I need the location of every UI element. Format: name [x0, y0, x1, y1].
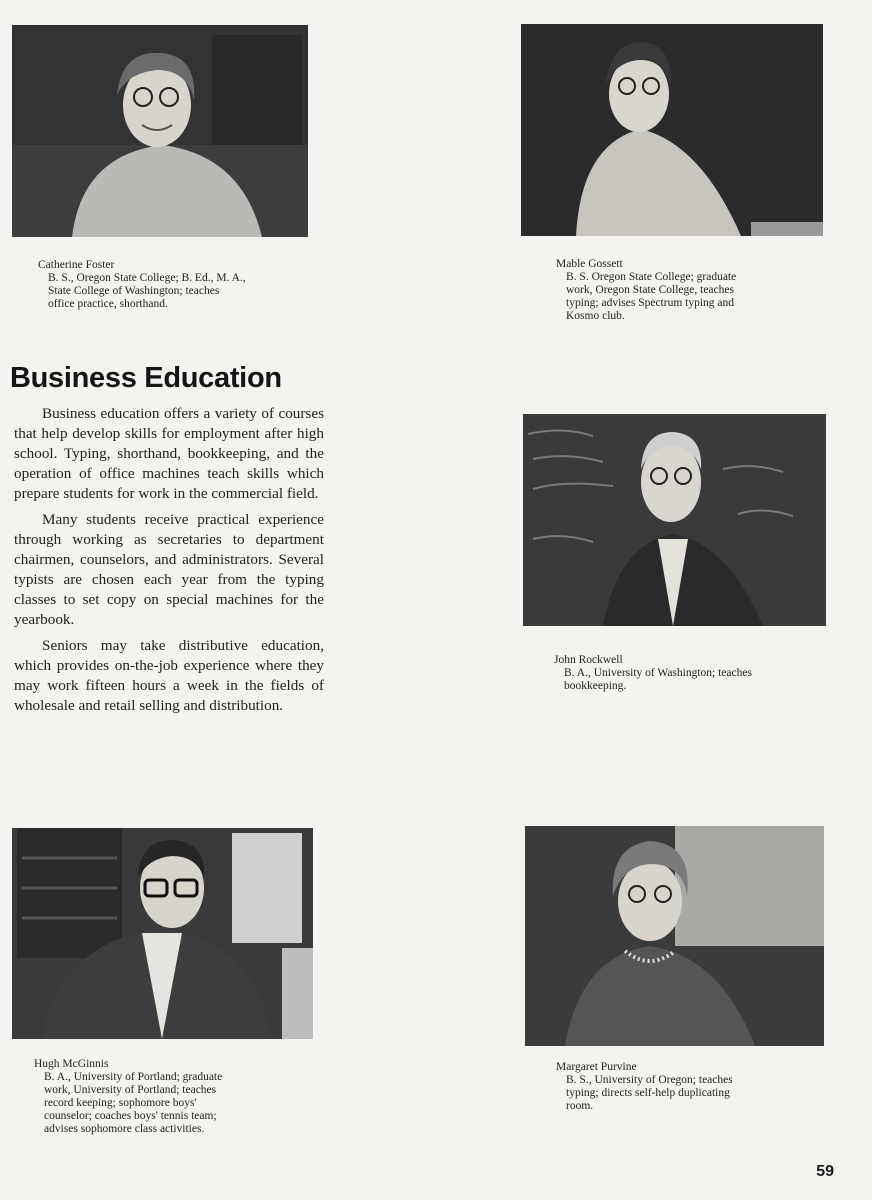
faculty-credentials: B. S., University of Oregon; teaches typing; directs self-help duplicating room. [566, 1074, 733, 1112]
portrait-image [521, 24, 823, 236]
caption-hugh-mcginnis [34, 1058, 244, 1136]
faculty-name: John Rockwell [554, 654, 623, 666]
faculty-credentials: B. S. Oregon State College; graduate work, Oregon State College, teaches typing; advises Spectrum typing and Kosmo club. [566, 271, 737, 322]
photo-john-rockwell [523, 414, 826, 626]
body-paragraph: Business education offers a variety of courses that help develop skills for employment after high school. Typing, shorthand, bookkeeping, and the operation of office machines teach skills which prepare students for work in the commercial field. [14, 405, 324, 502]
caption-margaret-purvine [556, 1061, 756, 1113]
portrait-image [12, 828, 313, 1039]
caption-john-rockwell [554, 654, 774, 693]
photo-mable-gossett [521, 24, 823, 236]
faculty-name: Mable Gossett [556, 258, 623, 270]
caption-catherine-foster [38, 259, 248, 311]
faculty-credentials: B. S., Oregon State College; B. Ed., M. A., State College of Washington; teaches office practice, shorthand. [48, 272, 246, 310]
portrait-image [12, 25, 308, 237]
faculty-credentials: B. A., University of Portland; graduate work, University of Portland; teaches record keeping; sophomore boys' counselor; coaches boys' tennis team; advises sophomore class activities. [44, 1071, 223, 1135]
faculty-name: Margaret Purvine [556, 1061, 637, 1073]
section-title: Business Education [10, 362, 282, 394]
photo-margaret-purvine [525, 826, 824, 1046]
body-paragraph: Seniors may take distributive education, which provides on-the-job experience where they may work fifteen hours a week in the fields of wholesale and retail selling and distribution. [14, 637, 324, 714]
photo-hugh-mcginnis [12, 828, 313, 1039]
faculty-name: Catherine Foster [38, 259, 115, 271]
faculty-name: Hugh McGinnis [34, 1058, 109, 1070]
body-paragraph: Many students receive practical experience through working as secretaries to department chairmen, counselors, and administrators. Several typists are chosen each year from the typing classes to set copy on special machines for the yearbook. [14, 511, 324, 628]
portrait-image [523, 414, 826, 626]
page-number: 59 [816, 1163, 834, 1180]
article-body [14, 404, 324, 722]
portrait-image [525, 826, 824, 1046]
photo-catherine-foster [12, 25, 308, 237]
caption-mable-gossett [556, 258, 756, 323]
faculty-credentials: B. A., University of Washington; teaches bookkeeping. [564, 667, 752, 692]
